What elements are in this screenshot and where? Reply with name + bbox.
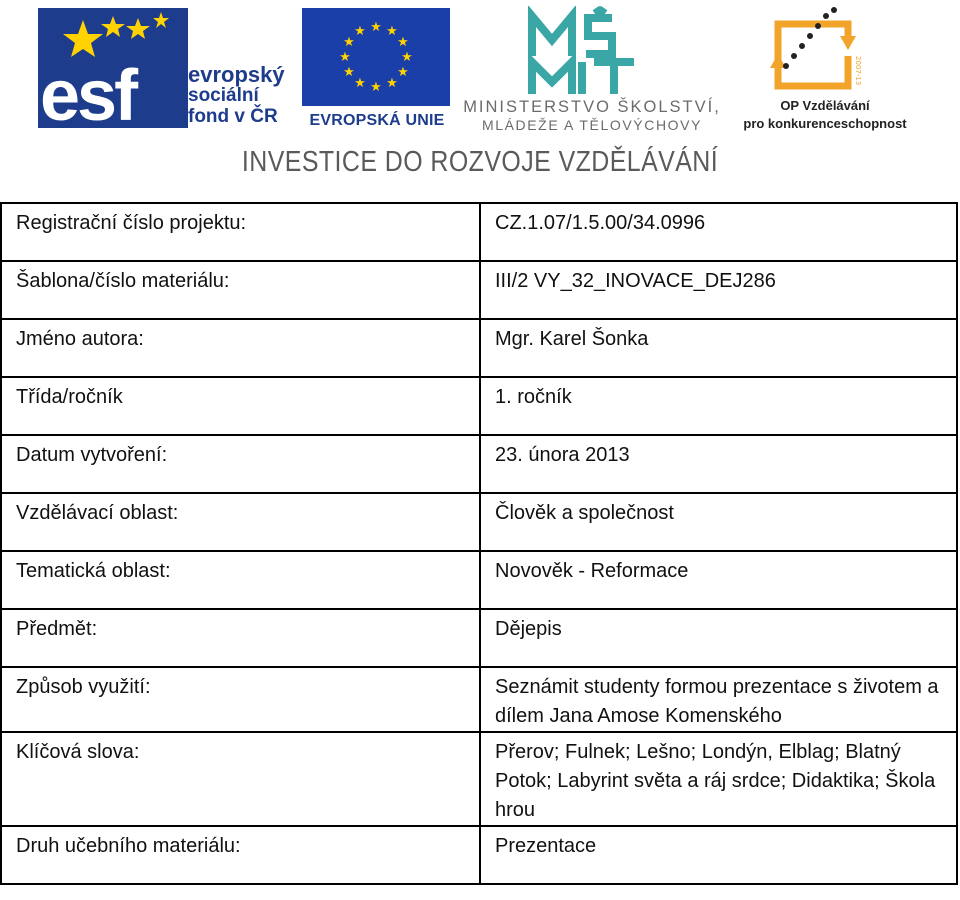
project-info-table: [0, 202, 958, 885]
msmt-line2: MLÁDEŽE A TĚLOVÝCHOVY: [481, 117, 703, 133]
row-value: 1. ročník: [480, 377, 957, 435]
svg-text:★: ★: [397, 35, 409, 50]
table-row: [1, 493, 957, 551]
table-row: [1, 826, 957, 884]
row-label: Vzdělávací oblast:: [1, 493, 480, 551]
svg-text:★: ★: [354, 24, 366, 39]
row-value: Prezentace: [480, 826, 957, 884]
eu-logo: [302, 8, 452, 130]
table-row: [1, 609, 957, 667]
op-logo: [740, 6, 910, 136]
table-row: [1, 732, 957, 826]
svg-text:★: ★: [343, 65, 355, 80]
msmt-mark-icon: [524, 6, 664, 96]
esf-line3: fond v ČR: [188, 106, 278, 127]
op-mark-icon: [758, 6, 868, 94]
row-label: Způsob využití:: [1, 667, 480, 732]
esf-line2: sociální: [188, 85, 259, 106]
row-value: Seznámit studenty formou prezentace s životem a dílem Jana Amose Komenského: [480, 667, 957, 732]
table-row: [1, 319, 957, 377]
svg-text:★: ★: [401, 50, 413, 65]
row-value: CZ.1.07/1.5.00/34.0996: [480, 203, 957, 261]
svg-text:★: ★: [386, 24, 398, 39]
table-row: [1, 203, 957, 261]
row-value: Člověk a společnost: [480, 493, 957, 551]
row-label: Třída/ročník: [1, 377, 480, 435]
logo-header: [0, 0, 960, 200]
svg-text:★: ★: [354, 76, 366, 91]
row-label: Druh učebního materiálu:: [1, 826, 480, 884]
table-row: [1, 667, 957, 732]
svg-text:★: ★: [370, 80, 382, 95]
table-row: [1, 435, 957, 493]
op-line2: pro konkurenceschopnost: [743, 116, 907, 131]
table-row: [1, 551, 957, 609]
row-label: Předmět:: [1, 609, 480, 667]
row-label: Jméno autora:: [1, 319, 480, 377]
table-row: [1, 261, 957, 319]
row-value: Přerov; Fulnek; Lešno; Londýn, Elblag; Blatný Potok; Labyrint světa a ráj srdce; Didaktika; Škola hrou: [480, 732, 957, 826]
row-value: 23. února 2013: [480, 435, 957, 493]
row-value: Dějepis: [480, 609, 957, 667]
row-label: Šablona/číslo materiálu:: [1, 261, 480, 319]
table-row: [1, 377, 957, 435]
svg-text:★: ★: [339, 50, 351, 65]
row-label: Registrační číslo projektu:: [1, 203, 480, 261]
msmt-logo: [462, 6, 722, 136]
svg-text:2007-13: 2007-13: [854, 56, 862, 86]
op-line1: OP Vzdělávání: [780, 98, 870, 113]
row-value: Mgr. Karel Šonka: [480, 319, 957, 377]
esf-line1: evropský: [188, 62, 285, 87]
svg-text:★: ★: [343, 35, 355, 50]
svg-text:★: ★: [370, 20, 382, 35]
svg-text:esf: esf: [40, 56, 136, 128]
svg-text:★: ★: [386, 76, 398, 91]
row-label: Klíčová slova:: [1, 732, 480, 826]
row-value: III/2 VY_32_INOVACE_DEJ286: [480, 261, 957, 319]
row-value: Novověk - Reformace: [480, 551, 957, 609]
msmt-line1: MINISTERSTVO ŠKOLSTVÍ,: [463, 98, 721, 116]
esf-logo: [38, 8, 293, 133]
row-label: Datum vytvoření:: [1, 435, 480, 493]
eu-flag-icon: [302, 8, 450, 106]
row-label: Tematická oblast:: [1, 551, 480, 609]
eu-label: EVROPSKÁ UNIE: [309, 112, 445, 129]
svg-text:★: ★: [397, 65, 409, 80]
tagline: INVESTICE DO ROZVOJE VZDĚLÁVÁNÍ: [241, 146, 719, 178]
esf-mark-icon: [38, 8, 188, 128]
